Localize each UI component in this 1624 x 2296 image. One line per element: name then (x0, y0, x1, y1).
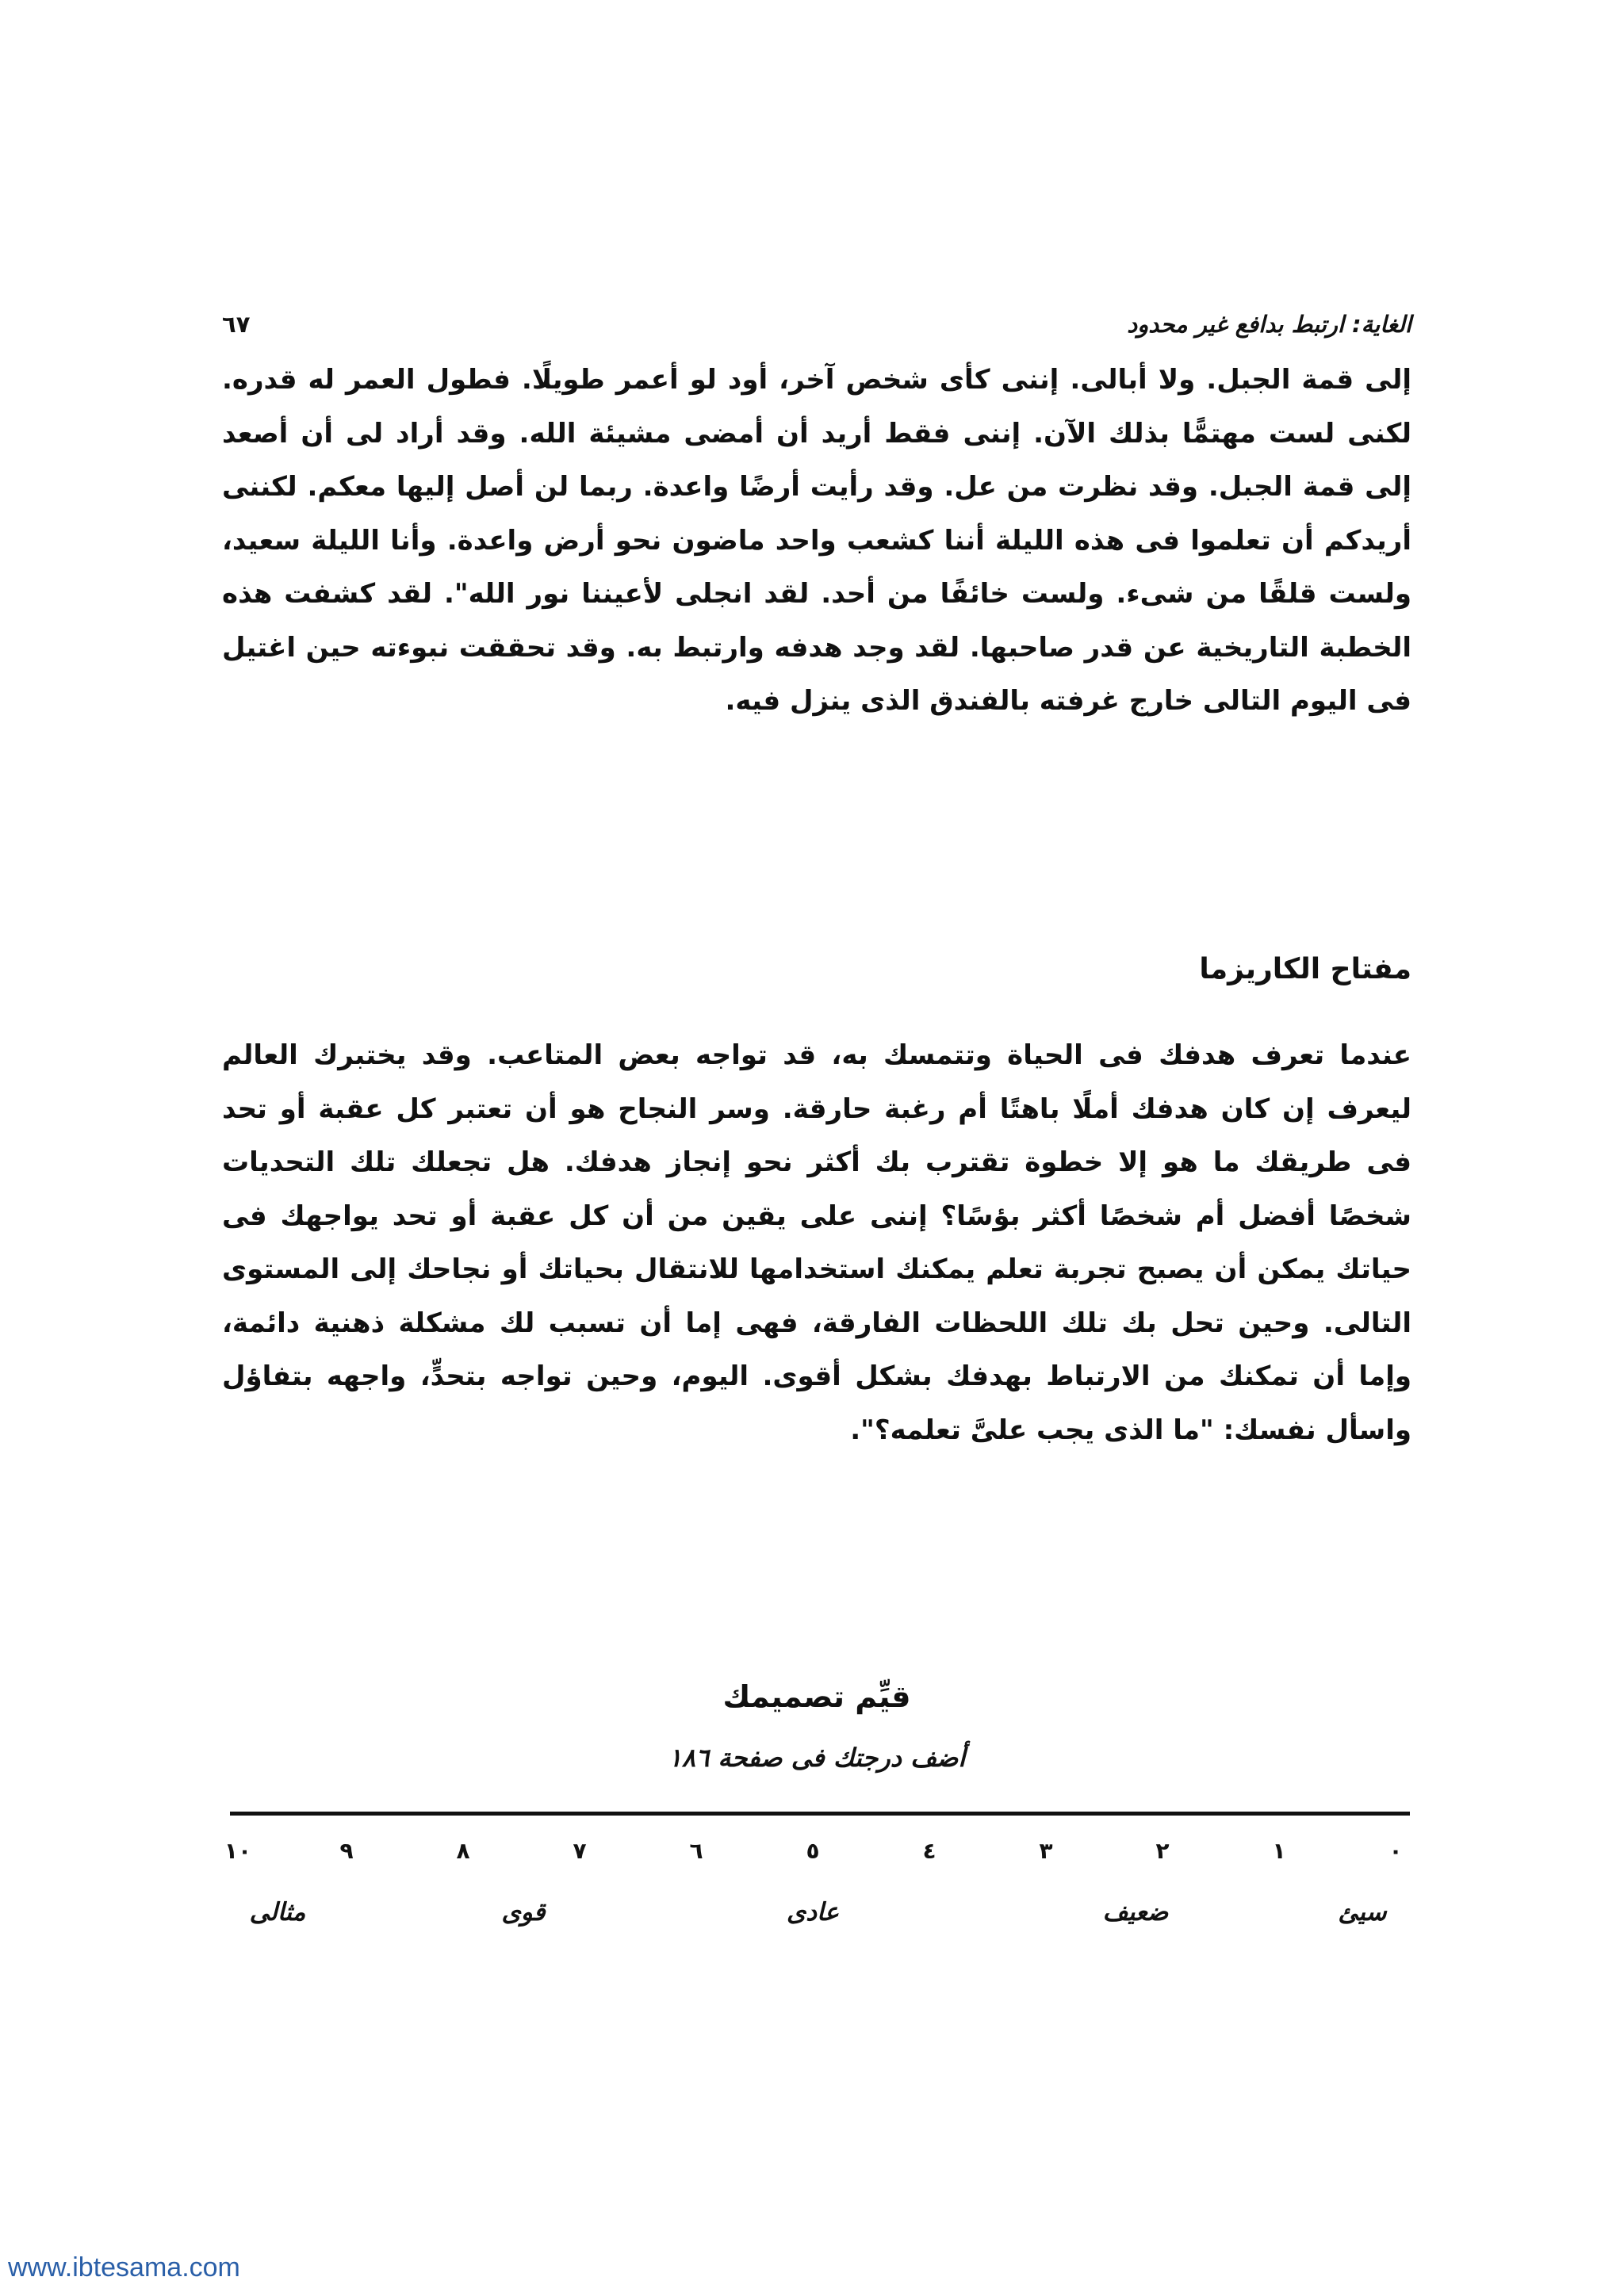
scale-number-6: ٦ (689, 1838, 703, 1864)
rating-subtitle: أضف درجتك فى صفحة ١٨٦ (668, 1743, 966, 1773)
running-title: الغاية: ارتبط بدافع غير محدود (1127, 311, 1411, 338)
section-heading: مفتاح الكاريزما (1199, 953, 1411, 985)
scale-number-1: ١ (1272, 1838, 1286, 1864)
running-head (222, 311, 1411, 350)
rating-title: قيِّم تصميمك (722, 1679, 911, 1714)
scale-number-8: ٨ (456, 1838, 470, 1864)
body-paragraph: عندما تعرف هدفك فى الحياة وتتمسك به، قد تواجه بعض المتاعب. وقد يختبرك العالم ليعرف إن كان هدفك أملًا باهتًا أم رغبة حارقة. وسر النجاح هو أن تعتبر كل عقبة أو تحد فى طريقك ما هو إلا خطوة تقترب بك أكثر نحو إنجاز هدفك. هل تجعلك تلك التحديات شخصًا أفضل أم شخصًا أكثر بؤسًا؟ إننى على يقين من أن كل عقبة أو تحد يواجهك فى حياتك يمكن أن يصبح تجربة تعلم يمكنك استخدامها للانتقال بحياتك أو نجاحك إلى المستوى التالى. وحين تحل بك تلك اللحظات الفارقة، فهى إما أن تسبب لك مشكلة ذهنية دائمة، وإما أن تمكنك من الارتباط بهدفك بشكل أقوى. اليوم، وحين تواجه بتحدٍّ، واجهه بتفاؤل واسأل نفسك: "ما الذى يجب علىَّ تعلمه؟". (222, 1039, 1411, 1446)
scale-number-9: ٩ (339, 1838, 354, 1864)
scale-label-poor: سيئ (1338, 1898, 1387, 1927)
scale-number-3: ٣ (1039, 1838, 1053, 1864)
scale-number-10: ١٠ (224, 1838, 252, 1864)
scale-label-ideal: مثالى (249, 1898, 306, 1927)
body-paragraph: إلى قمة الجبل. ولا أبالى. إننى كأى شخص آخر، أود لو أعمر طويلًا. فطول العمر له قدره. لكنى لست مهتمًّا بذلك الآن. إننى فقط أريد أن أمضى مشيئة الله. وقد أراد لى أن أصعد إلى قمة الجبل. وقد نظرت من عل. وقد رأيت أرضًا واعدة. ربما لن أصل إليها معكم. لكننى أريدكم أن تعلموا فى هذه الليلة أننا كشعب واحد ماضون نحو أرض واعدة. وأنا الليلة سعيد، ولست قلقًا من شىء. ولست خائفًا من أحد. لقد انجلى لأعيننا نور الله". لقد كشفت هذه الخطبة التاريخية عن قدر صاحبها. لقد وجد هدفه وارتبط به. وقد تحققت نبوءته حين اغتيل فى اليوم التالى خارج غرفته بالفندق الذى ينزل فيه. (222, 364, 1411, 717)
rating-scale-line (230, 1812, 1410, 1816)
scale-number-4: ٤ (922, 1838, 936, 1864)
scale-label-average: عادى (786, 1898, 839, 1927)
scale-label-weak: ضعيف (1102, 1898, 1169, 1927)
scale-number-5: ٥ (806, 1838, 820, 1864)
scale-label-strong: قوى (501, 1898, 546, 1927)
scale-number-2: ٢ (1155, 1838, 1170, 1864)
page-number: ٦٧ (222, 311, 251, 338)
scale-number-0: ٠ (1388, 1838, 1403, 1864)
site-watermark: www.ibtesama.com (8, 2252, 240, 2283)
scale-number-7: ٧ (573, 1838, 587, 1864)
